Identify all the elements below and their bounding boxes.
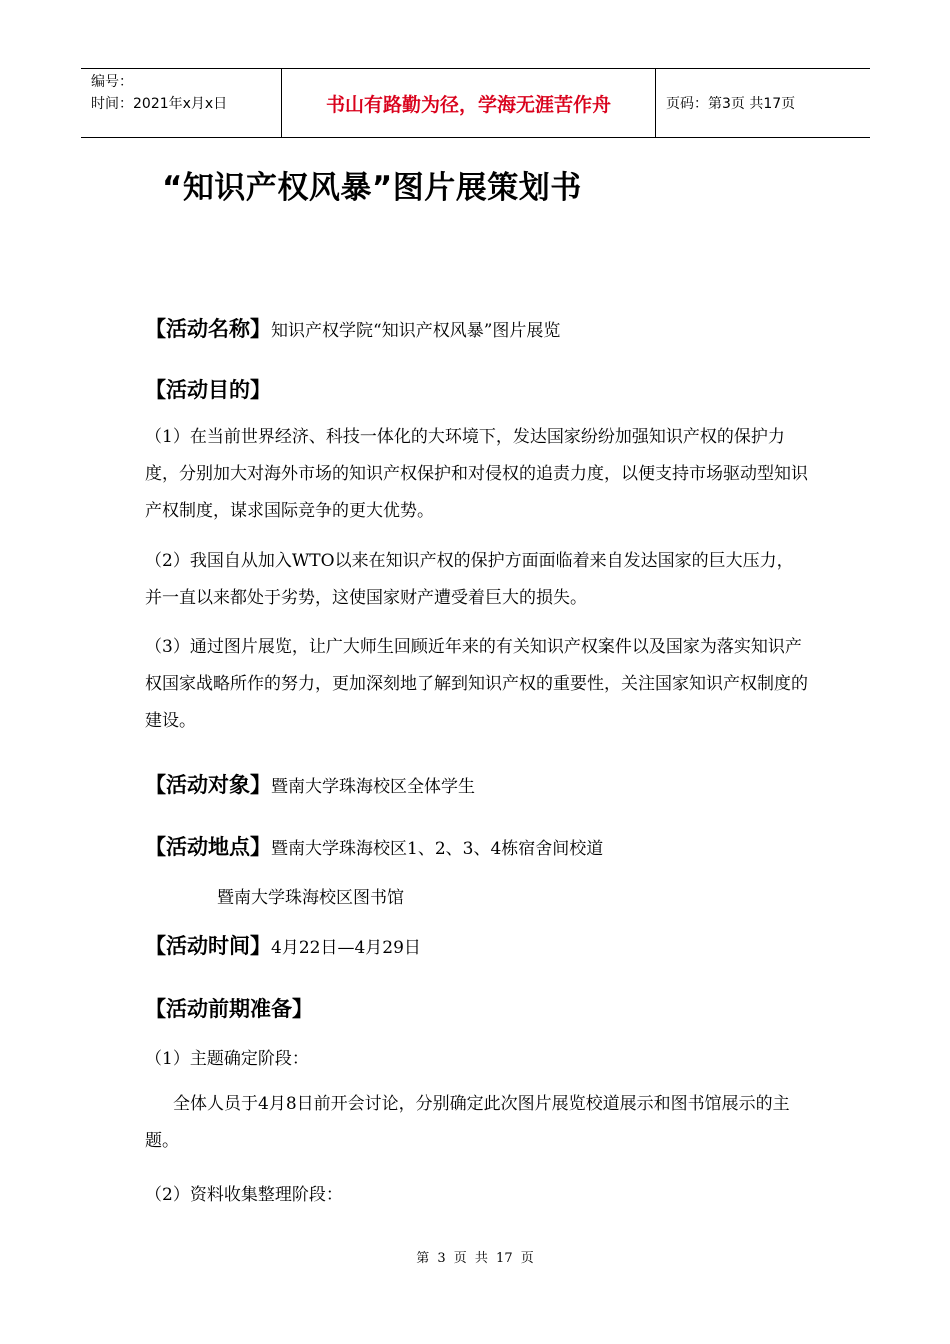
page-footer: 第 3 页 共 17 页 <box>416 1251 534 1266</box>
section-text: 知识产权学院“知识产权风暴”图片展览 <box>271 321 561 341</box>
section-preparation <box>145 993 313 1023</box>
paragraph: （1）在当前世界经济、科技一体化的大环境下，发达国家纷纷加强知识产权的保护力度，分别加大对海外市场的知识产权保护和对侵权的追责力度，以便支持市场驱动型知识产权制度，谋求国际竞争的更大优势。 <box>145 427 808 521</box>
section-text: 暨南大学珠海校区1、2、3、4栋宿舍间校道 <box>271 839 604 859</box>
section-heading: 【活动时间】 <box>145 934 271 958</box>
header-page-info: 页码：第3页 共17页 <box>666 96 796 112</box>
document-title: “知识产权风暴”图片展策划书 <box>162 170 582 206</box>
section-activity-purpose <box>145 374 271 404</box>
paragraph: （2）我国自从加入WTO以来在知识产权的保护方面面临着来自发达国家的巨大压力，并一直以来都处于劣势，这使国家财产遭受着巨大的损失。 <box>145 551 794 608</box>
section-activity-place <box>145 831 603 861</box>
prep-step-2: （2）资料收集整理阶段： <box>145 1185 343 1205</box>
section-text: 4月22日—4月29日 <box>271 938 421 958</box>
section-heading: 【活动名称】 <box>145 317 271 341</box>
section-activity-time <box>145 930 421 960</box>
header-table <box>81 68 870 138</box>
header-left-cell <box>81 69 281 137</box>
section-heading: 【活动地点】 <box>145 835 271 859</box>
section-activity-target <box>145 769 475 799</box>
section-activity-name <box>145 313 560 343</box>
section-heading: 【活动目的】 <box>145 378 271 402</box>
place-line-2: 暨南大学珠海校区图书馆 <box>217 888 404 908</box>
section-text: 暨南大学珠海校区全体学生 <box>271 777 475 797</box>
section-heading: 【活动前期准备】 <box>145 997 313 1021</box>
paragraph: 全体人员于4月8日前开会讨论，分别确定此次图片展览校道展示和图书馆展示的主题。 <box>145 1094 790 1151</box>
section-heading: 【活动对象】 <box>145 773 271 797</box>
time-label: 时间：2021年x月x日 <box>91 96 228 112</box>
number-label: 编号： <box>91 74 133 90</box>
paragraph: （3）通过图片展览，让广大师生回顾近年来的有关知识产权案件以及国家为落实知识产权国家战略所作的努力，更加深刻地了解到知识产权的重要性，关注国家知识产权制度的建设。 <box>145 637 808 731</box>
prep-step-1: （1）主题确定阶段： <box>145 1049 309 1069</box>
header-motto: 书山有路勤为径，学海无涯苦作舟 <box>281 69 656 137</box>
